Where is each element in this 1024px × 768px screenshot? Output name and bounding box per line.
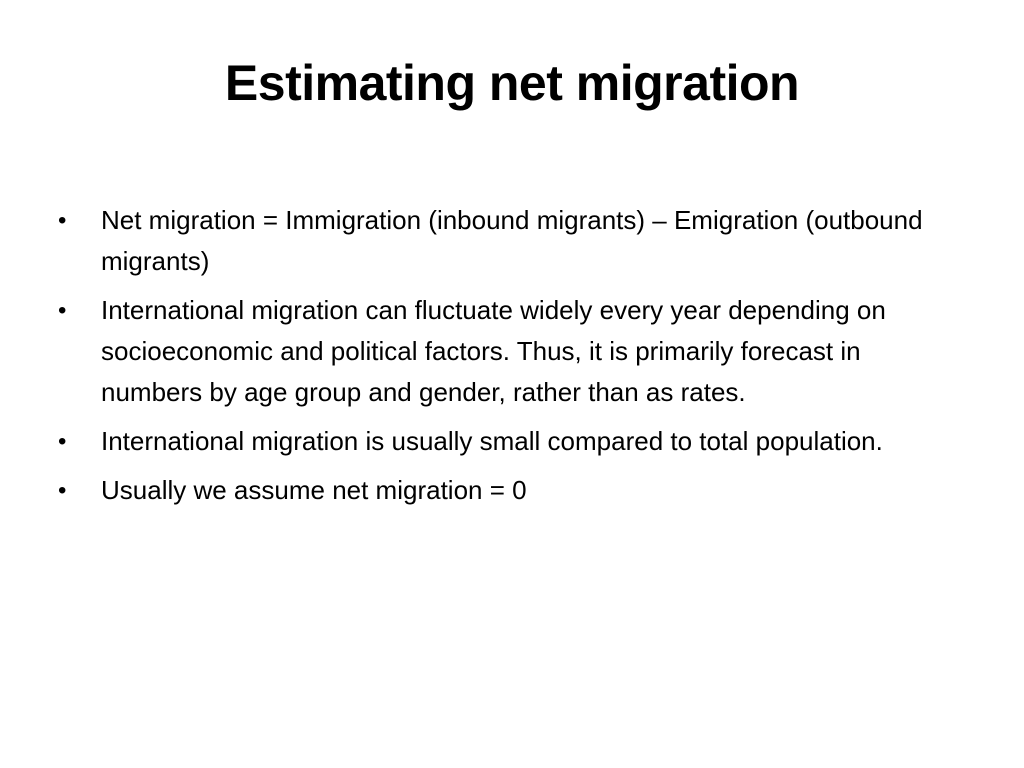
bullet-icon: •: [58, 207, 67, 234]
bullet-text: International migration can fluctuate widely every year depending on socioeconomic and political factors. Thus, it is primarily forecast in numbers by age group and gender, rather than as rates.: [101, 295, 886, 407]
bullet-item-assume-zero: [58, 470, 968, 511]
bullet-item-international-fluctuation: [58, 290, 968, 413]
bullet-item-net-migration-definition: [58, 200, 968, 282]
slide-title: Estimating net migration: [224, 55, 800, 111]
bullet-text: International migration is usually small compared to total population.: [101, 426, 883, 456]
bullet-icon: •: [58, 428, 67, 455]
bullet-list: [58, 200, 968, 519]
bullet-text: Net migration = Immigration (inbound migrants) – Emigration (outbound migrants): [101, 205, 923, 276]
bullet-icon: •: [58, 477, 67, 504]
bullet-icon: •: [58, 297, 67, 324]
bullet-text: Usually we assume net migration = 0: [101, 475, 527, 505]
bullet-item-small-compared: [58, 421, 968, 462]
